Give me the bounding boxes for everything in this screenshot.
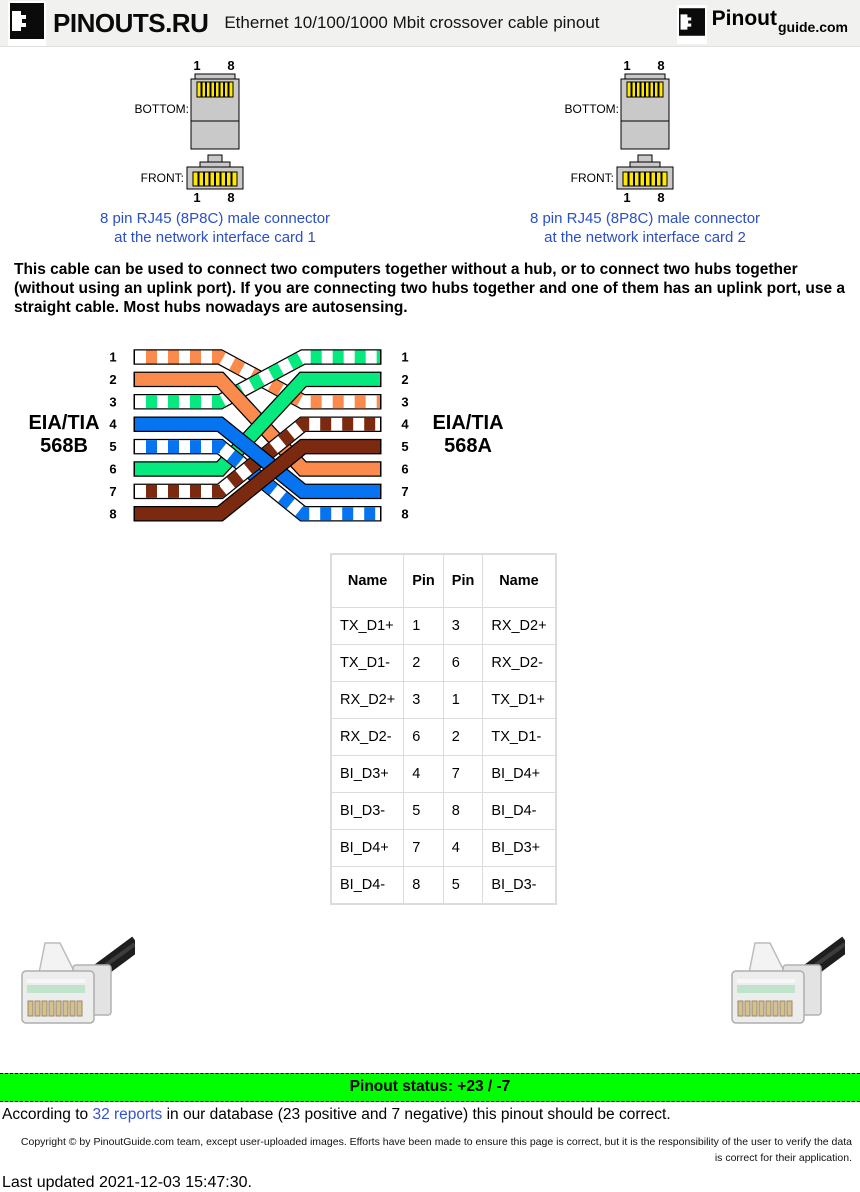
right-pin-number: 3 [401,394,409,410]
pin-cell: 2 [443,719,483,756]
page-title: Ethernet 10/100/1000 Mbit crossover cable pinout [224,13,600,32]
signal-name-cell: BI_D3+ [483,830,556,867]
table-row [331,756,556,793]
right-pin-number: 4 [401,416,409,432]
signal-name-cell: BI_D3- [483,867,556,905]
signal-name-cell: BI_D4+ [331,830,404,867]
pin-cell: 1 [443,682,483,719]
left-pin-number: 6 [109,461,117,477]
pinout-status-bar: Pinout status: +23 / -7 [0,1073,860,1102]
pin-cell: 7 [443,756,483,793]
rj45-jack-icon [8,1,46,46]
svg-text:8: 8 [657,190,665,205]
brand-guide-text: guide.com [777,18,848,35]
rj45-schematic [125,59,305,205]
left-pin-number: 4 [109,416,117,432]
left-pin-number: 7 [109,483,117,499]
connector-diagrams-row [0,59,860,247]
svg-text:8: 8 [657,59,665,73]
right-standard-label: EIA/TIA [432,412,504,434]
bottom-view-label: BOTTOM: [134,102,189,116]
left-standard-label: EIA/TIA [28,412,100,434]
signal-name-cell: TX_D1+ [483,682,556,719]
column-header: Pin [443,554,483,608]
signal-name-cell: BI_D4- [483,793,556,830]
signal-name-cell: TX_D1- [483,719,556,756]
right-pin-number: 7 [401,483,409,499]
column-header: Pin [404,554,444,608]
pin-cell: 3 [404,682,444,719]
svg-text:1: 1 [623,190,631,205]
left-pin-number: 2 [109,371,117,387]
right-pin-number: 2 [401,371,409,387]
reports-link[interactable]: 32 reports [92,1106,163,1123]
site-name: PINOUTS.RU [53,7,209,38]
right-standard-label: 568A [444,435,492,457]
wiring-diagram [0,341,520,529]
pin-cell: 6 [404,719,444,756]
table-row [331,608,556,645]
pin-cell: 4 [404,756,444,793]
intro-paragraph: This cable can be used to connect two computers together without a hub, or to connect two hubs together (without using an uplink port). If you are connecting two hubs together and one of them has an uplink port, use a straight cable. Most hubs nowadays are autosensing. [14,261,845,316]
pin-cell: 8 [443,793,483,830]
left-pin-number: 5 [109,439,117,455]
connector-diagram-1 [0,59,430,247]
connector-caption-1: 8 pin RJ45 (8P8C) male connector at the network interface card 1 [99,210,331,246]
reports-prefix: According to [2,1106,93,1123]
table-row [331,793,556,830]
column-header: Name [483,554,556,608]
header [0,0,860,47]
signal-name-cell: BI_D4+ [483,756,556,793]
connector-photos-row [0,931,860,1031]
right-pin-number: 6 [401,461,409,477]
reports-line [0,1102,860,1124]
pin-cell: 5 [443,867,483,905]
svg-text:8: 8 [227,59,235,73]
reports-suffix: in our database (23 positive and 7 negative) this pinout should be correct. [162,1106,671,1123]
pinout-table [330,553,557,905]
connector-caption-2: 8 pin RJ45 (8P8C) male connector at the network interface card 2 [529,210,761,246]
copyright-text: Copyright © by PinoutGuide.com team, except user-uploaded images. Efforts have been made to ensure this page is correct, but it is the responsibility of the user to verify the data is correct for their application. [20,1136,852,1165]
rj45-schematic [555,59,735,205]
table-row [331,645,556,682]
rj45-connector-photo [725,931,845,1031]
svg-text:1: 1 [193,190,201,205]
signal-name-cell: RX_D2+ [483,608,556,645]
right-pin-number: 5 [401,439,409,455]
signal-name-cell: RX_D2- [483,645,556,682]
front-view-label: FRONT: [140,171,184,185]
pin-cell: 2 [404,645,444,682]
table-row [331,830,556,867]
signal-name-cell: TX_D1+ [331,608,404,645]
connector-diagram-2 [430,59,860,247]
signal-name-cell: BI_D4- [331,867,404,905]
pin-cell: 6 [443,645,483,682]
right-pin-number: 1 [401,349,409,365]
last-updated: Last updated 2021-12-03 15:47:30. [2,1173,252,1191]
pin-cell: 4 [443,830,483,867]
bottom-view-label: BOTTOM: [564,102,619,116]
signal-name-cell: RX_D2+ [331,682,404,719]
signal-name-cell: TX_D1- [331,645,404,682]
column-header: Name [331,554,404,608]
left-pin-number: 1 [109,349,117,365]
pin-cell: 7 [404,830,444,867]
table-row [331,719,556,756]
rj45-connector-photo [15,931,135,1031]
wires-layer [134,357,382,514]
left-standard-label: 568B [40,435,88,457]
pin-cell: 8 [404,867,444,905]
signal-name-cell: BI_D3+ [331,756,404,793]
svg-text:8: 8 [227,190,235,205]
table-header-row [331,554,556,608]
svg-text:1: 1 [193,59,201,73]
left-pin-number: 8 [109,506,117,522]
pin-cell: 1 [404,608,444,645]
svg-text:1: 1 [623,59,631,73]
pinouts-ru-logo-link[interactable] [8,1,208,46]
rj45-jack-icon [677,5,707,44]
pinoutguide-logo-link[interactable] [677,3,848,44]
table-row [331,867,556,905]
right-pin-number: 8 [401,506,409,522]
left-pin-number: 3 [109,394,117,410]
signal-name-cell: RX_D2- [331,719,404,756]
brand-pinout-text: Pinout [711,6,777,30]
signal-name-cell: BI_D3- [331,793,404,830]
table-row [331,682,556,719]
front-view-label: FRONT: [570,171,614,185]
pin-cell: 5 [404,793,444,830]
pin-cell: 3 [443,608,483,645]
